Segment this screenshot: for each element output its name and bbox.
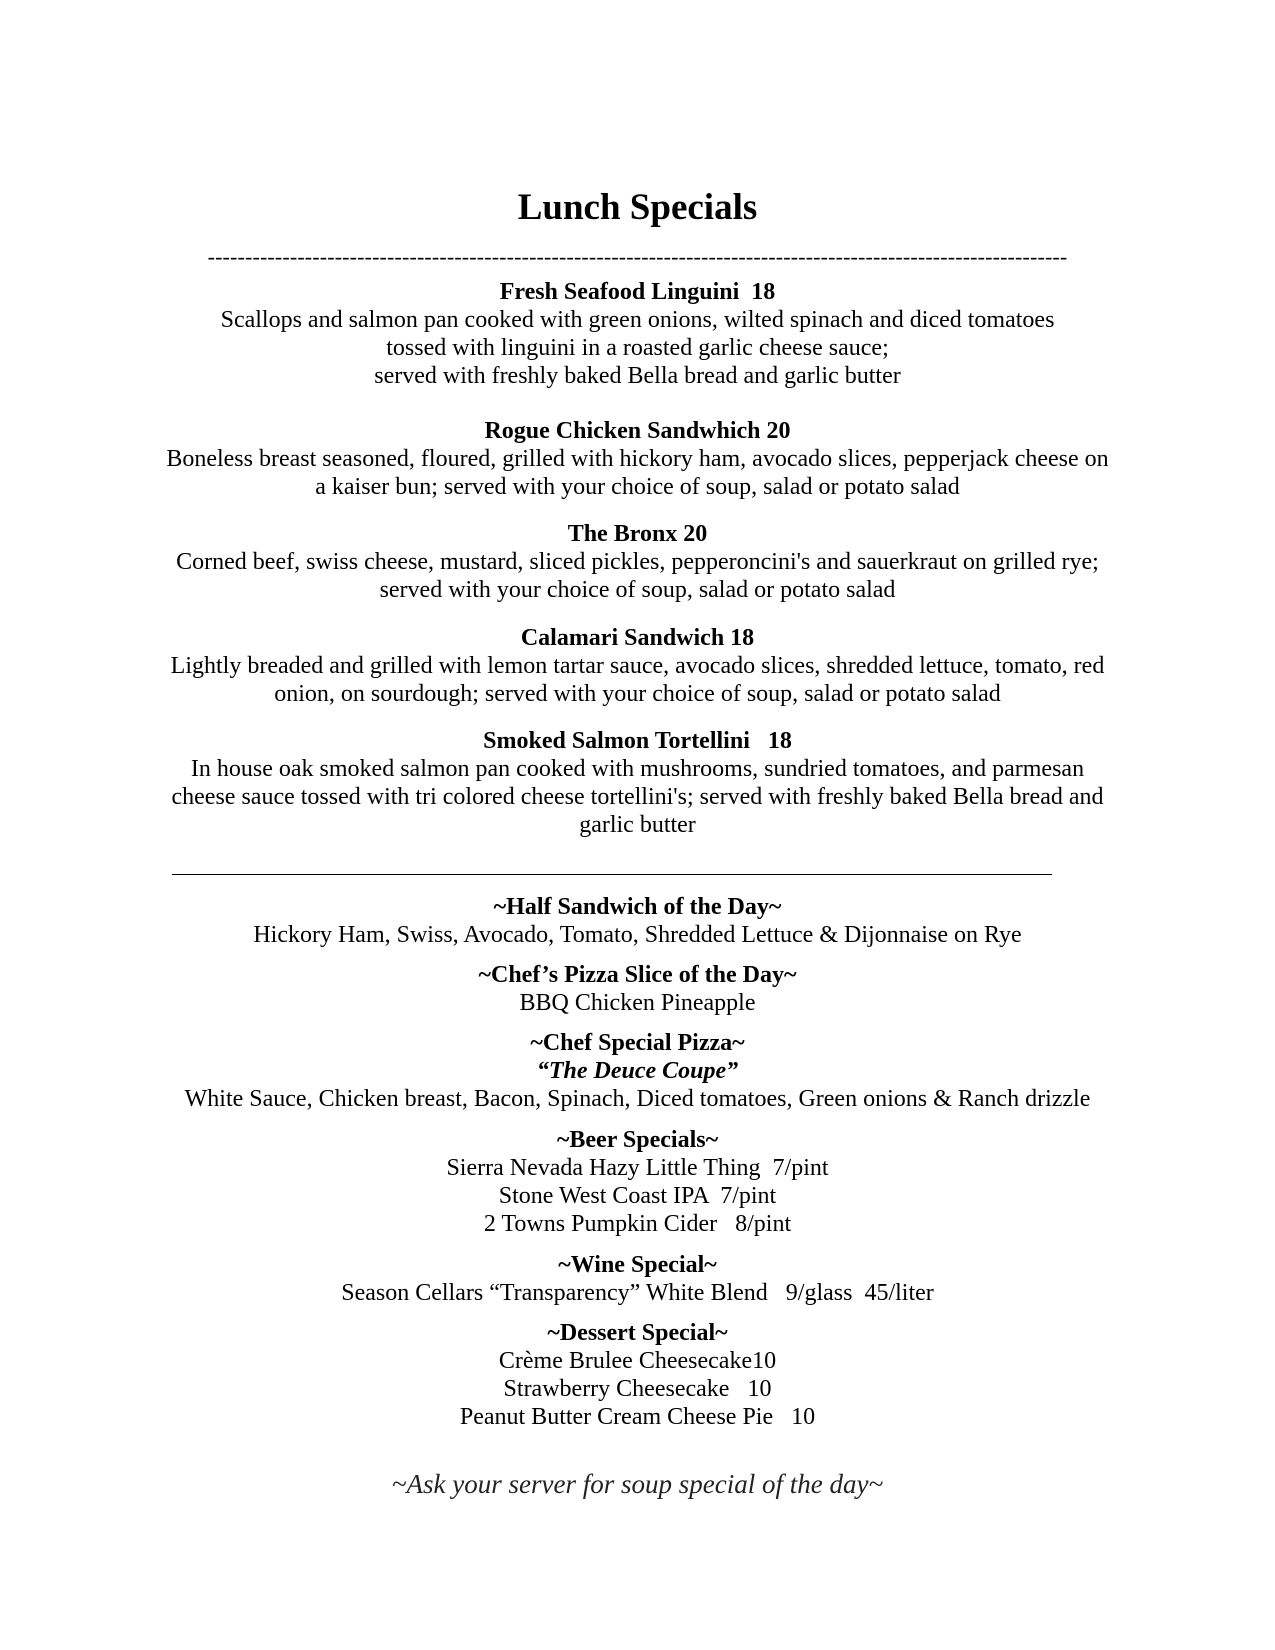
special-description-line: onion, on sourdough; served with your choice of soup, salad or potato salad bbox=[274, 681, 1001, 707]
special-item bbox=[0, 624, 1275, 708]
half-sandwich-section bbox=[0, 893, 1275, 949]
special-description-line: cheese sauce tossed with tri colored cheese tortellini's; served with freshly baked Bella bread and bbox=[171, 784, 1104, 810]
dessert-section bbox=[0, 1319, 1275, 1431]
section-line: Hickory Ham, Swiss, Avocado, Tomato, Shredded Lettuce & Dijonnaise on Rye bbox=[253, 922, 1022, 948]
page-title: Lunch Specials bbox=[517, 187, 758, 228]
beer-line: 2 Towns Pumpkin Cider 8/pint bbox=[483, 1211, 792, 1237]
special-title: Fresh Seafood Linguini 18 bbox=[499, 279, 776, 305]
special-item bbox=[0, 727, 1275, 839]
special-description-line: Scallops and salmon pan cooked with green onions, wilted spinach and diced tomatoes bbox=[220, 307, 1055, 333]
section-heading: ~Half Sandwich of the Day~ bbox=[493, 894, 782, 920]
special-item bbox=[0, 520, 1275, 604]
section-divider bbox=[172, 874, 1052, 875]
beer-line: Sierra Nevada Hazy Little Thing 7/pint bbox=[446, 1155, 829, 1181]
special-item bbox=[0, 417, 1275, 501]
section-heading: ~Chef Special Pizza~ bbox=[530, 1030, 745, 1056]
special-title: The Bronx 20 bbox=[567, 521, 708, 547]
special-description-line: Corned beef, swiss cheese, mustard, sliced pickles, pepperoncini's and sauerkraut on grilled rye; bbox=[176, 549, 1099, 575]
chef-pizza-section bbox=[0, 1029, 1275, 1113]
dashed-divider: ------------------------------------------------------------------------------------------------------------------- bbox=[207, 244, 1068, 269]
beer-section bbox=[0, 1126, 1275, 1238]
footer-note: ~Ask your server for soup special of the day~ bbox=[391, 1469, 884, 1499]
section-line: BBQ Chicken Pineapple bbox=[519, 990, 756, 1016]
section-heading: ~Beer Specials~ bbox=[556, 1127, 719, 1153]
dessert-line: Crème Brulee Cheesecake10 bbox=[498, 1348, 777, 1374]
beer-line: Stone West Coast IPA 7/pint bbox=[498, 1183, 777, 1209]
section-heading: ~Chef’s Pizza Slice of the Day~ bbox=[478, 962, 797, 988]
special-title: Smoked Salmon Tortellini 18 bbox=[483, 728, 792, 754]
dessert-line: Strawberry Cheesecake 10 bbox=[503, 1376, 772, 1402]
special-description-line: served with your choice of soup, salad or potato salad bbox=[379, 577, 896, 603]
special-description-line: tossed with linguini in a roasted garlic cheese sauce; bbox=[386, 335, 889, 361]
section-heading: ~Wine Special~ bbox=[558, 1252, 717, 1278]
section-line: White Sauce, Chicken breast, Bacon, Spinach, Diced tomatoes, Green onions & Ranch drizzle bbox=[184, 1086, 1091, 1112]
special-description-line: served with freshly baked Bella bread and garlic butter bbox=[374, 363, 901, 389]
special-description-line: In house oak smoked salmon pan cooked with mushrooms, sundried tomatoes, and parmesan bbox=[190, 756, 1085, 782]
special-title: Calamari Sandwich 18 bbox=[520, 625, 755, 651]
dessert-line: Peanut Butter Cream Cheese Pie 10 bbox=[459, 1404, 816, 1430]
special-description-line: garlic butter bbox=[579, 812, 696, 838]
wine-section bbox=[0, 1251, 1275, 1307]
pizza-slice-section bbox=[0, 961, 1275, 1017]
special-title: Rogue Chicken Sandwhich 20 bbox=[484, 418, 791, 444]
section-line: Season Cellars “Transparency” White Blend 9/glass 45/liter bbox=[341, 1280, 934, 1306]
special-item bbox=[0, 278, 1275, 390]
special-description-line: a kaiser bun; served with your choice of soup, salad or potato salad bbox=[315, 474, 960, 500]
section-heading: ~Dessert Special~ bbox=[547, 1320, 728, 1346]
pizza-name: “The Deuce Coupe” bbox=[536, 1058, 739, 1084]
special-description-line: Lightly breaded and grilled with lemon tartar sauce, avocado slices, shredded lettuce, tomato, red bbox=[170, 653, 1105, 679]
special-description-line: Boneless breast seasoned, floured, grilled with hickory ham, avocado slices, pepperjack cheese on bbox=[166, 446, 1109, 472]
